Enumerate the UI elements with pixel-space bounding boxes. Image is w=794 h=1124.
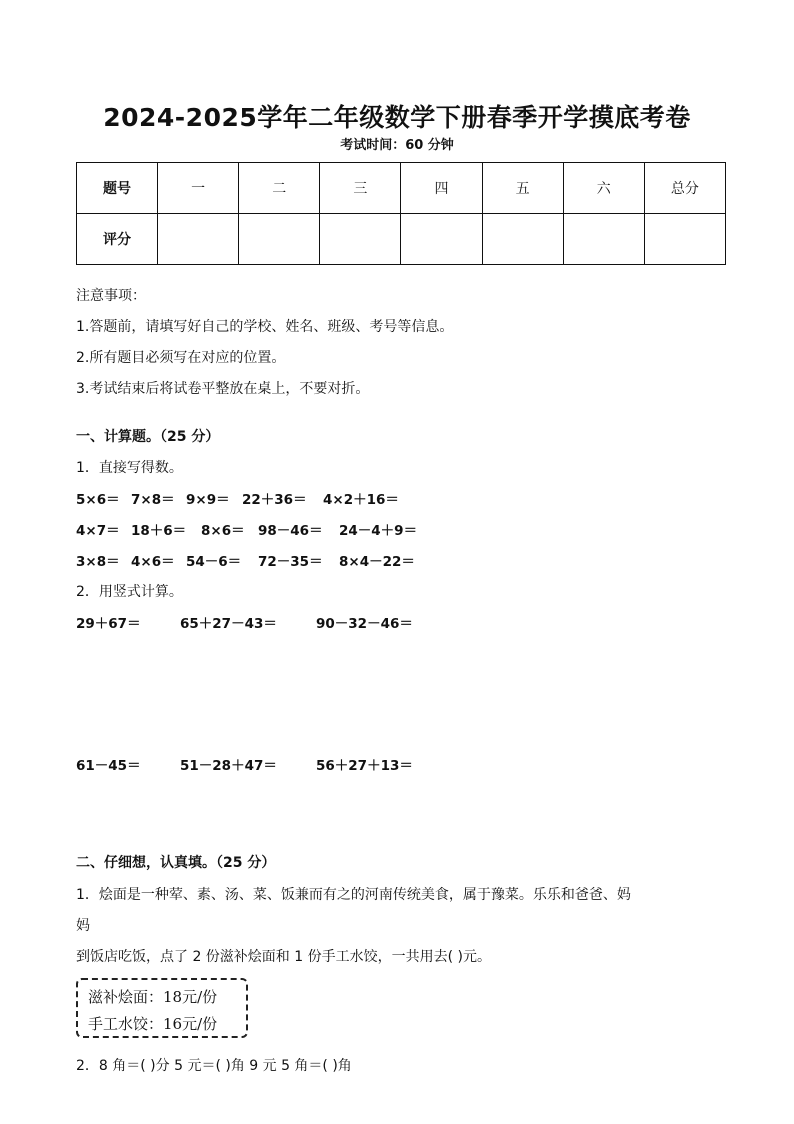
q1-expr: 8×4－22＝ [339,554,415,570]
q1-expr: 98－46＝ [258,523,323,539]
score-cell[interactable] [644,214,725,265]
score-table-header-row [77,163,726,214]
score-table-col-5: 五 [482,163,563,214]
q2-expr: 65＋27－43＝ [180,616,277,632]
q1-expr: 7×8＝ [131,492,175,508]
score-cell[interactable] [158,214,239,265]
price-box [76,978,248,1038]
q1-expr: 5×6＝ [76,492,120,508]
section2-q1-line-3: 到饭店吃饭，点了 2 份滋补烩面和 1 份手工水饺，一共用去( )元。 [76,949,491,965]
section2-heading: 二、仔细想，认真填。（25 分） [76,855,276,871]
notice-heading: 注意事项： [76,288,146,304]
q1-expr: 3×8＝ [76,554,120,570]
section1-q2-label: 2．用竖式计算。 [76,584,183,600]
section1-heading: 一、计算题。（25 分） [76,429,220,445]
q1-expr: 4×2＋16＝ [323,492,399,508]
q1-expr: 72－35＝ [258,554,323,570]
exam-time: 考试时间：60 分钟 [340,138,454,153]
score-table-col-6: 六 [563,163,644,214]
q1-expr: 4×7＝ [76,523,120,539]
section1-q1-label: 1．直接写得数。 [76,460,183,476]
q1-expr: 24－4＋9＝ [339,523,418,539]
q1-expr: 22＋36＝ [242,492,307,508]
q1-expr: 4×6＝ [131,554,175,570]
q1-expr: 18＋6＝ [131,523,187,539]
section2-q2-line: 2．8 角＝( )分 5 元＝( )角 9 元 5 角＝( )角 [76,1058,352,1074]
q2-expr: 61－45＝ [76,758,141,774]
score-table-col-1: 一 [158,163,239,214]
score-cell[interactable] [320,214,401,265]
price-item-dumplings: 手工水饺：16元/份 [88,1015,218,1033]
q2-expr: 29＋67＝ [76,616,141,632]
score-table-header-label: 题号 [77,163,158,214]
section2-q1-line-2: 妈 [76,918,90,934]
page-title: 2024-2025学年二年级数学下册春季开学摸底考卷 [103,103,691,132]
notice-item-2: 2.所有题目必须写在对应的位置。 [76,350,286,366]
notice-item-3: 3.考试结束后将试卷平整放在桌上，不要对折。 [76,381,370,397]
score-table-row-label: 评分 [77,214,158,265]
q1-expr: 54－6＝ [186,554,242,570]
price-item-noodles: 滋补烩面：18元/份 [88,988,218,1006]
score-cell[interactable] [239,214,320,265]
score-cell[interactable] [401,214,482,265]
score-table-col-total: 总分 [644,163,725,214]
score-table [76,162,726,265]
q1-expr: 8×6＝ [201,523,245,539]
notice-item-1: 1.答题前，请填写好自己的学校、姓名、班级、考号等信息。 [76,319,454,335]
q2-expr: 90－32－46＝ [316,616,413,632]
score-cell[interactable] [563,214,644,265]
score-cell[interactable] [482,214,563,265]
score-table-col-4: 四 [401,163,482,214]
score-table-col-2: 二 [239,163,320,214]
score-table-score-row [77,214,726,265]
q1-expr: 9×9＝ [186,492,230,508]
q2-expr: 51－28＋47＝ [180,758,277,774]
section2-q1-line-1: 1．烩面是一种荤、素、汤、菜、饭兼而有之的河南传统美食，属于豫菜。乐乐和爸爸、妈 [76,887,631,903]
q2-expr: 56＋27＋13＝ [316,758,413,774]
score-table-col-3: 三 [320,163,401,214]
